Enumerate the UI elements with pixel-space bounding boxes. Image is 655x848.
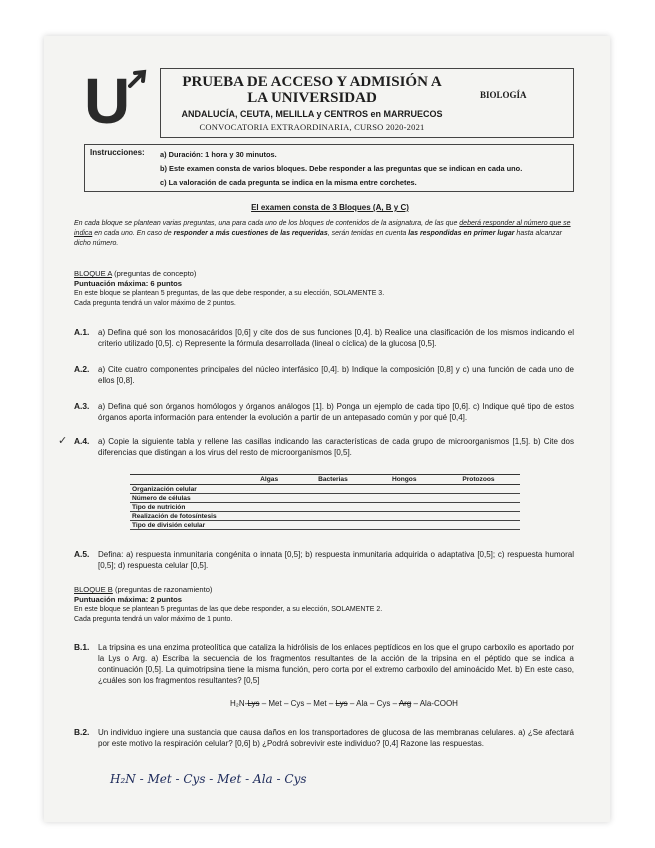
exam-title: PRUEBA DE ACCESO Y ADMISIÓN A LA UNIVERSIDAD bbox=[182, 74, 442, 106]
instruction-item: a) Duración: 1 hora y 30 minutos. bbox=[160, 150, 277, 159]
block-name: BLOQUE A bbox=[74, 269, 112, 278]
question-label: A.4. bbox=[74, 436, 90, 446]
handwritten-answer: H₂N - Met - Cys - Met - Ala - Cys bbox=[110, 772, 307, 786]
question-label: A.1. bbox=[74, 327, 90, 337]
table-cell bbox=[294, 512, 371, 521]
logo-letter: U bbox=[84, 65, 131, 137]
question-text: a) Defina qué son órganos homólogos y órganos análogos [1]. b) Ponga un ejemplo de cada tipo [0,6]. c) Indique qué tipo de estos órganos aporta información para entender la evolución a partir de un antepasado común y por qué [0,4]. bbox=[98, 402, 574, 422]
instruction-item: b) Este examen consta de varios bloques. Debe responder a las preguntas que se indican en cada uno. bbox=[160, 164, 523, 173]
intro-text: en cada uno. En caso de bbox=[92, 230, 174, 237]
question-label: B.2. bbox=[74, 727, 90, 737]
table-cell bbox=[372, 521, 437, 530]
intro-text: responder a más cuestiones de las requeridas bbox=[173, 230, 328, 237]
table-row bbox=[130, 521, 520, 530]
table-cell bbox=[437, 485, 520, 494]
table-cell bbox=[294, 494, 371, 503]
block-name: BLOQUE B bbox=[74, 585, 113, 594]
question-label: A.2. bbox=[74, 364, 90, 374]
intro-text: , serán tenidas en cuenta bbox=[327, 230, 409, 237]
table-column-header: Hongos bbox=[372, 475, 437, 485]
convocatoria-label: CONVOCATORIA EXTRAORDINARIA, CURSO 2020-2021 bbox=[199, 122, 425, 132]
block-b-rule: En este bloque se plantean 5 preguntas de las que debe responder, a su elección, SOLAMENTE 2. bbox=[74, 606, 383, 613]
table-column-header: Algas bbox=[244, 475, 294, 485]
block-kind: (preguntas de razonamiento) bbox=[112, 585, 213, 594]
instruction-item: c) La valoración de cada pregunta se indica en la misma entre corchetes. bbox=[160, 178, 417, 187]
intro-text: las respondidas en primer lugar bbox=[408, 230, 515, 237]
question-text: La tripsina es una enzima proteolítica que cataliza la hidrólisis de los enlaces peptídicos en los que el grupo carboxilo es aportado por la Lys o Arg. a) Escriba la secuencia de los fragmentos resultantes de la acción de la tripsina en el péptido que se indica a continuación [0,5]. La quimotripsina tiene la misma función, pero corta por el extremo carboxilo del aminoácido Met. b) En este caso, ¿cuáles son los fragmentos resultantes? [0,5] bbox=[98, 643, 574, 685]
table-cell bbox=[244, 485, 294, 494]
question-text: a) Cite cuatro componentes principales del núcleo interfásico [0,4]. b) Indique la composición [0,8] y c) una función de cada uno de ellos [0,8]. bbox=[98, 365, 574, 385]
logo-arrow-icon bbox=[128, 68, 150, 90]
block-b-score: Puntuación máxima: 2 puntos bbox=[74, 595, 183, 604]
question-label: A.5. bbox=[74, 549, 90, 559]
block-b-value: Cada pregunta tendrá un valor máximo de 1 punto. bbox=[74, 616, 233, 623]
structure-title: El examen consta de 3 Bloques (A, B y C) bbox=[251, 203, 409, 212]
question-text: a) Copie la siguiente tabla y rellene las casillas indicando las características de cada grupo de microorganismos [1,5]. b) Cite dos diferencias que distingan a los virus del resto de microorganismos [0,5]. bbox=[98, 437, 574, 457]
table-cell bbox=[244, 512, 294, 521]
table-row bbox=[130, 494, 520, 503]
block-a-value: Cada pregunta tendrá un valor máximo de 2 puntos. bbox=[74, 300, 236, 307]
row-label: Organización celular bbox=[130, 485, 244, 494]
table-row bbox=[130, 512, 520, 521]
block-b-title bbox=[74, 585, 212, 594]
table-cell bbox=[372, 494, 437, 503]
table-cell bbox=[437, 512, 520, 521]
formula-text: H₂N- bbox=[230, 699, 248, 708]
block-a-score: Puntuación máxima: 6 puntos bbox=[74, 279, 183, 288]
table-column-header: Bacterias bbox=[294, 475, 371, 485]
university-logo bbox=[84, 66, 154, 136]
question-text: Un individuo ingiere una sustancia que causa daños en los transportadores de glucosa de las membranas celulares. a) ¿Se afectará por este motivo la respiración celular? [0,6] b) ¿Podrá sobrevivir este individuo? [0,4] Razone las respuestas. bbox=[98, 728, 574, 748]
table-column-header: Protozoos bbox=[437, 475, 520, 485]
table-cell bbox=[437, 521, 520, 530]
row-label: Tipo de nutrición bbox=[130, 503, 244, 512]
table-cell bbox=[372, 485, 437, 494]
table-corner bbox=[130, 475, 244, 485]
question-text: Defina: a) respuesta inmunitaria congénita o innata [0,5]; b) respuesta inmunitaria adquirida o adaptativa [0,5]; c) respuesta humoral [0,5]; d) respuesta celular [0,5]. bbox=[98, 550, 574, 570]
table-cell bbox=[244, 503, 294, 512]
intro-text: En cada bloque se plantean varias preguntas, una para cada uno de los bloques de contenidos de la asignatura, de las que bbox=[74, 220, 460, 227]
intro-paragraph bbox=[74, 219, 574, 249]
peptide-sequence bbox=[230, 699, 458, 708]
row-label: Número de células bbox=[130, 494, 244, 503]
table-cell bbox=[437, 503, 520, 512]
table-cell bbox=[372, 503, 437, 512]
formula-text: Arg bbox=[398, 699, 412, 708]
intro-text: deberá responder al número que se indica bbox=[74, 220, 571, 237]
check-mark: ✓ bbox=[58, 435, 68, 447]
table-header-row bbox=[130, 475, 520, 485]
intro-text: hasta alcanzar dicho número. bbox=[74, 230, 562, 247]
block-a-rule: En este bloque se plantean 5 preguntas, de las que debe responder, a su elección, SOLAMENTE 3. bbox=[74, 290, 385, 297]
subject-label: BIOLOGÍA bbox=[480, 90, 527, 100]
block-a-title bbox=[74, 269, 196, 278]
table-cell bbox=[372, 512, 437, 521]
row-label: Realización de fotosíntesis bbox=[130, 512, 244, 521]
question-label: B.1. bbox=[74, 642, 90, 652]
table-row bbox=[130, 503, 520, 512]
question-label: A.3. bbox=[74, 401, 90, 411]
formula-text: – Ala – Cys – bbox=[347, 699, 399, 708]
instructions-label: Instrucciones: bbox=[90, 148, 145, 157]
question-text: a) Defina qué son los monosacáridos [0,6] y cite dos de sus funciones [0,4]. b) Realice una clasificación de los mismos indicando el criterio utilizado [0,5]. c) Represente la fórmula desarrollada (lineal o cíclica) de la glucosa [0,5]. bbox=[98, 328, 574, 348]
table-cell bbox=[294, 503, 371, 512]
formula-text: Lys bbox=[247, 699, 260, 708]
formula-text: – Ala-COOH bbox=[411, 699, 458, 708]
microorganisms-table bbox=[130, 474, 520, 530]
table-cell bbox=[437, 494, 520, 503]
table-cell bbox=[244, 521, 294, 530]
table-cell bbox=[294, 521, 371, 530]
block-kind: (preguntas de concepto) bbox=[112, 269, 197, 278]
row-label: Tipo de división celular bbox=[130, 521, 244, 530]
table-cell bbox=[294, 485, 371, 494]
formula-text: – Met – Cys – Met – bbox=[259, 699, 336, 708]
table-cell bbox=[244, 494, 294, 503]
table-row bbox=[130, 485, 520, 494]
region-label: ANDALUCÍA, CEUTA, MELILLA y CENTROS en MARRUECOS bbox=[181, 109, 443, 119]
formula-text: Lys bbox=[335, 699, 348, 708]
